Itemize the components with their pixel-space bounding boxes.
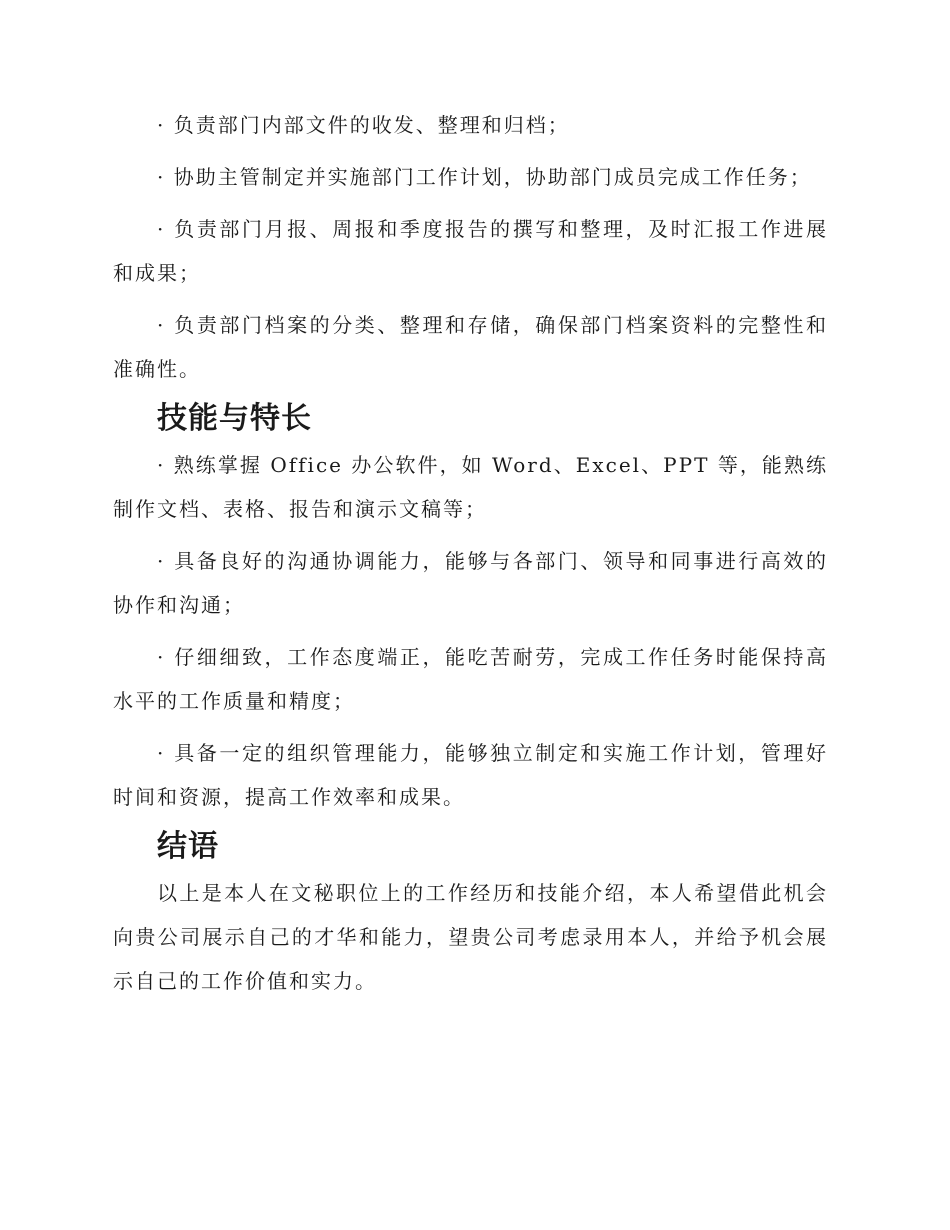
skill-item: · 仔细细致，工作态度端正，能吃苦耐劳，完成工作任务时能保持高水平的工作质量和精度； <box>113 645 828 713</box>
duty-item: · 协助主管制定并实施部门工作计划，协助部门成员完成工作任务； <box>157 165 812 189</box>
duty-item: · 负责部门月报、周报和季度报告的撰写和整理，及时汇报工作进展和成果； <box>113 217 828 285</box>
conclusion-text: 以上是本人在文秘职位上的工作经历和技能介绍，本人希望借此机会向贵公司展示自己的才华和能力，望贵公司考虑录用本人，并给予机会展示自己的工作价值和实力。 <box>113 881 828 993</box>
skills-heading: 技能与特长 <box>157 401 312 436</box>
skill-item: · 具备良好的沟通协调能力，能够与各部门、领导和同事进行高效的协作和沟通； <box>113 549 828 617</box>
skill-item: · 熟练掌握 Office 办公软件，如 Word、Excel、PPT 等，能熟练制作文档、表格、报告和演示文稿等； <box>113 453 828 521</box>
duty-item: · 负责部门档案的分类、整理和存储，确保部门档案资料的完整性和准确性。 <box>113 313 828 381</box>
skill-item: · 具备一定的组织管理能力，能够独立制定和实施工作计划，管理好时间和资源，提高工作效率和成果。 <box>113 741 828 809</box>
conclusion-heading: 结语 <box>157 829 219 864</box>
duty-item: · 负责部门内部文件的收发、整理和归档； <box>157 113 570 137</box>
document-page <box>113 103 828 1003</box>
